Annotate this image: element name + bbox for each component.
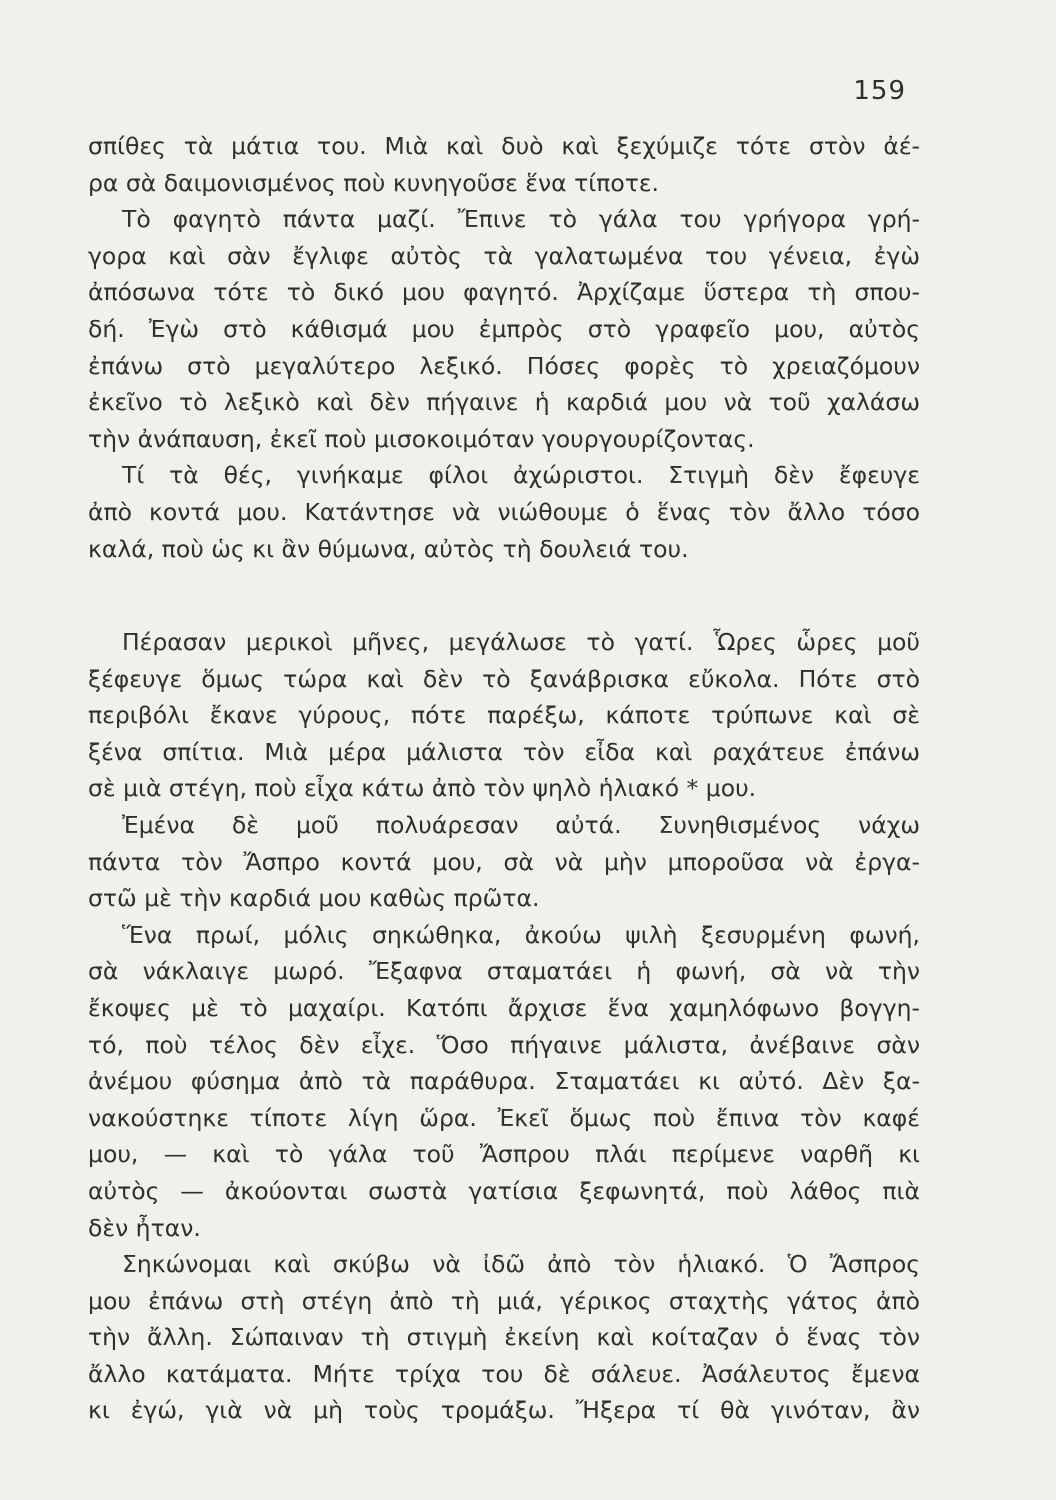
text-line: Πέρασαν μερικοὶ μῆνες, μεγάλωσε τὸ γατί. Ὧρες ὧρες μοῦ: [122, 628, 920, 656]
text-line: γορα καὶ σὰν ἔγλιφε αὐτὸς τὰ γαλατωμένα του γένεια, ἐγὼ: [88, 241, 920, 270]
text-line: ἀπόσωνα τότε τὸ δικό μου φαγητό. Ἀρχίζαμε ὕστερα τὴ σπου-: [88, 278, 920, 307]
text-line: ξένα σπίτια. Μιὰ μέρα μάλιστα τὸν εἶδα καὶ ραχάτευε ἐπάνω: [88, 737, 920, 766]
text-line: Ἕνα πρωί, μόλις σηκώθηκα, ἀκούω ψιλὴ ξεσυρμένη φωνή,: [122, 920, 920, 949]
text-line: ξέφευγε ὅμως τώρα καὶ δὲν τὸ ξανάβρισκα εὔκολα. Πότε στὸ: [88, 664, 920, 693]
text-line: δὲν ἦταν.: [88, 1213, 201, 1242]
text-line: στῶ μὲ τὴν καρδιά μου καθὼς πρῶτα.: [88, 884, 540, 913]
page-number: 159: [853, 76, 906, 106]
text-line: μου, — καὶ τὸ γάλα τοῦ Ἄσπρου πλάι περίμενε ναρθῆ κι: [88, 1140, 920, 1169]
text-line: Ἐμένα δὲ μοῦ πολυάρεσαν αὐτά. Συνηθισμένος νάχω: [122, 810, 920, 839]
text-block-upper: [88, 128, 920, 567]
text-line: ἀπὸ κοντά μου. Κατάντησε νὰ νιώθουμε ὁ ἕνας τὸν ἄλλο τόσο: [88, 497, 920, 526]
text-line: αὐτὸς — ἀκούονται σωστὰ γατίσια ξεφωνητά, ποὺ λάθος πιὰ: [88, 1176, 920, 1205]
text-block-lower: [88, 624, 920, 1429]
text-line: ἀνέμου φύσημα ἀπὸ τὰ παράθυρα. Σταματάει κι αὐτό. Δὲν ξα-: [88, 1067, 920, 1096]
text-line: περιβόλι ἔκανε γύρους, πότε παρέξω, κάποτε τρύπωνε καὶ σὲ: [88, 701, 920, 730]
text-line: ἐπάνω στὸ μεγαλύτερο λεξικό. Πόσες φορὲς τὸ χρειαζόμουν: [88, 351, 920, 380]
text-line: καλά, ποὺ ὡς κι ἂν θύμωνα, αὐτὸς τὴ δουλειά του.: [88, 534, 689, 563]
text-line: σπίθες τὰ μάτια του. Μιὰ καὶ δυὸ καὶ ξεχύμιζε τότε στὸν ἀέ-: [88, 132, 920, 160]
text-line: νακούστηκε τίποτε λίγη ὥρα. Ἐκεῖ ὅμως ποὺ ἔπινα τὸν καφέ: [88, 1103, 920, 1132]
text-line: ρα σὰ δαιμονισμένος ποὺ κυνηγοῦσε ἕνα τίποτε.: [88, 168, 660, 197]
text-line: Τί τὰ θές, γινήκαμε φίλοι ἀχώριστοι. Στιγμὴ δὲν ἔφευγε: [122, 461, 920, 490]
text-line: πάντα τὸν Ἄσπρο κοντά μου, σὰ νὰ μὴν μποροῦσα νὰ ἐργα-: [88, 847, 920, 876]
text-line: μου ἐπάνω στὴ στέγη ἀπὸ τὴ μιά, γέρικος σταχτὴς γάτος ἀπὸ: [88, 1286, 920, 1315]
text-line: ἐκεῖνο τὸ λεξικὸ καὶ δὲν πήγαινε ἡ καρδιά μου νὰ τοῦ χαλάσω: [88, 388, 920, 417]
text-line: ἄλλο κατάματα. Μήτε τρίχα του δὲ σάλευε. Ἀσάλευτος ἔμενα: [88, 1359, 920, 1388]
text-line: σὲ μιὰ στέγη, ποὺ εἶχα κάτω ἀπὸ τὸν ψηλὸ ἡλιακό * μου.: [88, 774, 757, 803]
text-line: τὴν ἀνάπαυση, ἐκεῖ ποὺ μισοκοιμόταν γουργουρίζοντας.: [88, 424, 755, 453]
text-line: δή. Ἐγὼ στὸ κάθισμά μου ἐμπρὸς στὸ γραφεῖο μου, αὐτὸς: [88, 314, 920, 343]
text-line: σὰ νάκλαιγε μωρό. Ἔξαφνα σταματάει ἡ φωνή, σὰ νὰ τὴν: [88, 957, 920, 986]
text-line: κι ἐγώ, γιὰ νὰ μὴ τοὺς τρομάξω. Ἤξερα τί θὰ γινόταν, ἂν: [88, 1396, 920, 1425]
text-line: τό, ποὺ τέλος δὲν εἶχε. Ὅσο πήγαινε μάλιστα, ἀνέβαινε σὰν: [88, 1030, 920, 1059]
text-line: Τὸ φαγητὸ πάντα μαζί. Ἔπινε τὸ γάλα του γρήγορα γρή-: [122, 205, 920, 234]
text-line: Σηκώνομαι καὶ σκύβω νὰ ἰδῶ ἀπὸ τὸν ἡλιακό. Ὁ Ἄσπρος: [122, 1250, 920, 1279]
text-line: τὴν ἄλλη. Σώπαιναν τὴ στιγμὴ ἐκείνη καὶ κοίταζαν ὁ ἕνας τὸν: [88, 1323, 920, 1352]
text-line: ἔκοψες μὲ τὸ μαχαίρι. Κατόπι ἄρχισε ἕνα χαμηλόφωνο βογγη-: [88, 993, 920, 1022]
